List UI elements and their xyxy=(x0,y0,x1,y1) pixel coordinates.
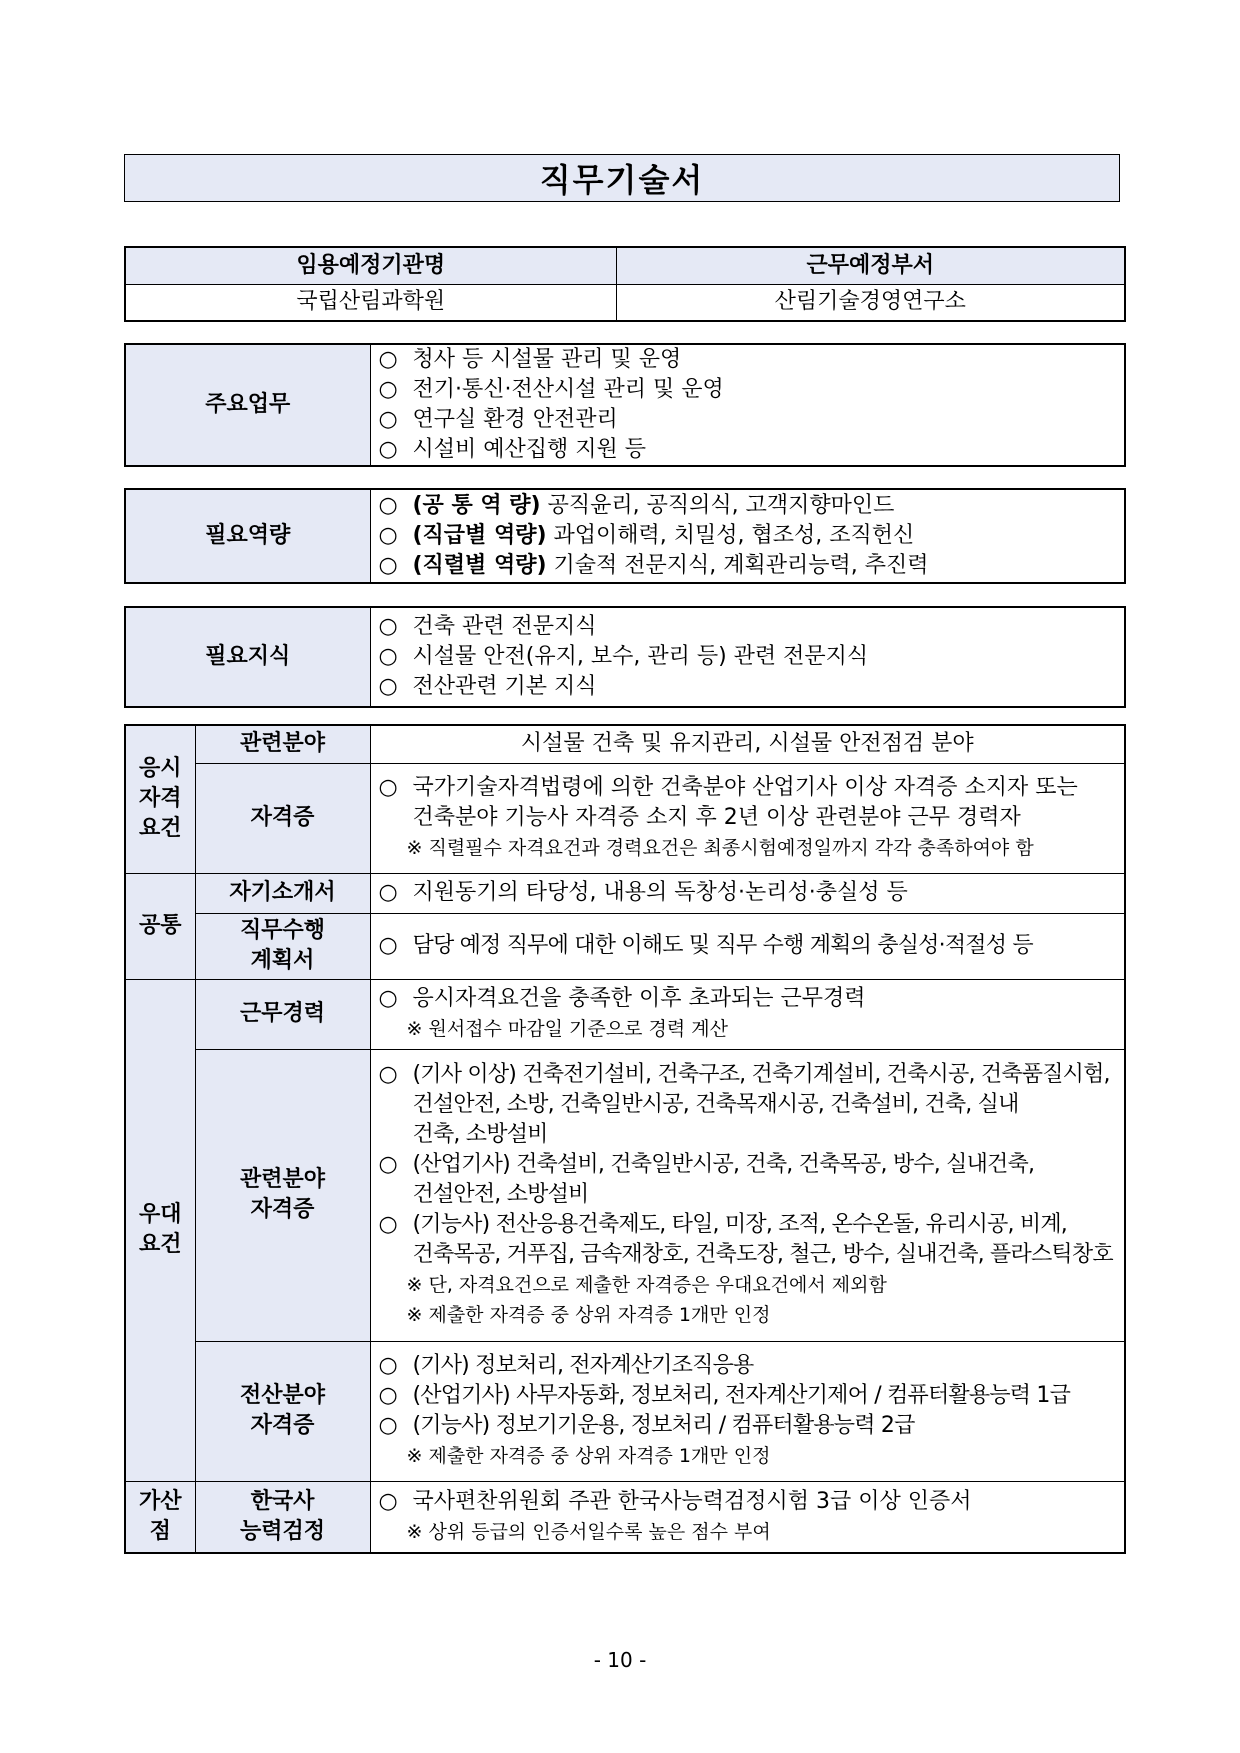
dept-value: 산림기술경영연구소 xyxy=(616,284,1125,321)
list-item: ○ (직급별 역량) 과업이해력, 치밀성, 협조성, 조직헌신 xyxy=(379,521,1117,551)
bullet-icon: ○ xyxy=(378,377,398,402)
list-item: ○ 연구실 환경 안전관리 xyxy=(379,405,1117,435)
bullet-icon: ○ xyxy=(378,523,398,548)
org-table xyxy=(124,246,1126,322)
knowledge-list xyxy=(370,607,1125,707)
list-item: ○ 시설물 안전(유지, 보수, 관리 등) 관련 전문지식 xyxy=(379,642,1117,672)
list-item: ○ (직렬별 역량) 기술적 전문지식, 계획관리능력, 추진력 xyxy=(379,551,1117,581)
bullet-icon: ○ xyxy=(378,614,398,639)
bullet-icon: ○ xyxy=(378,1383,397,1408)
list-item: ○ 건축 관련 전문지식 xyxy=(379,612,1117,642)
bullet-icon: ○ xyxy=(378,1413,397,1438)
korean-history-content: ○ 국사편찬위원회 주관 한국사능력검정시험 3급 이상 인증서 ※ 상위 등급의 인증서일수록 높은 점수 부여 xyxy=(370,1481,1125,1553)
it-cert-label: 전산분야 자격증 xyxy=(195,1341,370,1481)
list-item: ○ (산업기사) 사무자동화, 정보처리, 전자계산기제어 / 컴퓨터활용능력 1급 xyxy=(379,1381,1117,1411)
work-plan-content: ○ 담당 예정 직무에 대한 이해도 및 직무 수행 계획의 충실성·적절성 등 xyxy=(370,913,1125,979)
list-item: ○ 청사 등 시설물 관리 및 운영 xyxy=(379,345,1117,375)
list-item: ○ (기능사) 전산응용건축제도, 타일, 미장, 조적, 온수온돌, 유리시공, 비계, xyxy=(379,1210,1117,1240)
note-icon: ※ xyxy=(406,1274,423,1296)
list-item: 건축분야 기능사 자격증 소지 후 2년 이상 관련분야 근무 경력자 xyxy=(412,805,1021,830)
main-duties-table xyxy=(124,343,1126,467)
list-item: ○ 국가기술자격법령에 의한 건축분야 산업기사 이상 자격증 소지자 또는 xyxy=(379,773,1117,803)
main-duties-list xyxy=(370,344,1125,466)
bullet-icon: ○ xyxy=(378,1062,397,1087)
bullet-icon: ○ xyxy=(378,347,398,372)
page-number: - 10 - xyxy=(593,1648,647,1672)
related-field-label: 관련분야 xyxy=(195,725,370,763)
common-label: 공통 xyxy=(125,873,195,979)
self-intro-content: ○ 지원동기의 타당성, 내용의 독창성·논리성·충실성 등 xyxy=(370,873,1125,913)
competencies-table xyxy=(124,488,1126,584)
list-item: ○ 전기·통신·전산시설 관리 및 운영 xyxy=(379,375,1117,405)
note-text: ※ 원서접수 마감일 기준으로 경력 계산 xyxy=(406,1018,728,1040)
related-field-value: 시설물 건축 및 유지관리, 시설물 안전점검 분야 xyxy=(370,725,1125,763)
note-icon: ※ xyxy=(406,1018,423,1040)
note-text: ※ 제출한 자격증 중 상위 자격증 1개만 인정 xyxy=(406,1445,771,1467)
list-item: ○ 전산관련 기본 지식 xyxy=(379,672,1117,702)
knowledge-label: 필요지식 xyxy=(125,607,370,707)
career-content: ○ 응시자격요건을 충족한 이후 초과되는 근무경력 ※ 원서접수 마감일 기준으로 경력 계산 xyxy=(370,979,1125,1049)
work-plan-label: 직무수행 계획서 xyxy=(195,913,370,979)
certificate-label: 자격증 xyxy=(195,763,370,873)
bullet-icon: ○ xyxy=(378,1152,397,1177)
bullet-icon: ○ xyxy=(378,933,397,958)
knowledge-table xyxy=(124,606,1126,708)
bullet-icon: ○ xyxy=(378,644,398,669)
note-text: ※ 상위 등급의 인증서일수록 높은 점수 부여 xyxy=(406,1520,771,1543)
bullet-icon: ○ xyxy=(378,775,398,800)
bullet-icon: ○ xyxy=(378,1488,398,1514)
list-item: ○ (기사 이상) 건축전기설비, 건축구조, 건축기계설비, 건축시공, 건축품질시험, xyxy=(379,1060,1117,1090)
it-cert-content xyxy=(370,1341,1125,1481)
self-intro-label: 자기소개서 xyxy=(195,873,370,913)
korean-history-label: 한국사 능력검정 xyxy=(195,1481,370,1553)
bullet-icon: ○ xyxy=(378,553,398,578)
bullet-icon: ○ xyxy=(378,1353,397,1378)
certificate-content xyxy=(370,763,1125,873)
note-text: ※ 직렬필수 자격요건과 경력요건은 최종시험예정일까지 각각 충족하여야 함 xyxy=(406,837,1034,859)
note-icon: ※ xyxy=(406,837,423,859)
dept-header: 근무예정부서 xyxy=(616,247,1125,284)
bullet-icon: ○ xyxy=(378,437,398,462)
main-duties-label: 주요업무 xyxy=(125,344,370,466)
note-icon: ※ xyxy=(406,1304,423,1326)
bonus-label: 가산 점 xyxy=(125,1481,195,1553)
page-title: 직무기술서 xyxy=(124,154,1120,202)
related-cert-label: 관련분야 자격증 xyxy=(195,1049,370,1341)
note-text: ※ 제출한 자격증 중 상위 자격증 1개만 인정 xyxy=(406,1304,771,1326)
list-item: ○ (산업기사) 건축설비, 건축일반시공, 건축, 건축목공, 방수, 실내건축, xyxy=(379,1150,1117,1180)
org-name-header: 임용예정기관명 xyxy=(125,247,616,284)
note-text: ※ 단, 자격요건으로 제출한 자격증은 우대요건에서 제외함 xyxy=(406,1274,887,1296)
related-cert-content: ○ (기사 이상) 건축전기설비, 건축구조, 건축기계설비, 건축시공, 건축품질시험, 건설안전, 소방, 건축일반시공, 건축목재시공, 건축설비, 건축, 실내 건축, 소방설비 ○ (산업기사) 건축설비, 건축일반시공, 건축, 건축목공, 방수, 실내건축, 건설안전, 소방설비 ○ (기능사) 전산응용건축제도, 타일, 미장, 조적, 온수온돌, 유리시공, 비계, 건축목공, 거푸집, 금속재창호, 건축도장, 철근, 방수, 실내건축, 플라스틱창호 ※ 단, 자격요건으로 제출한 자격증은 우대요건에서 제외함 ※ 제출한 자격증 중 상위 자격증 1개만 인정 xyxy=(370,1049,1125,1341)
list-item: ○ (기능사) 정보기기운용, 정보처리 / 컴퓨터활용능력 2급 xyxy=(379,1411,1117,1441)
list-item: ○ (공 통 역 량) 공직윤리, 공직의식, 고객지향마인드 xyxy=(379,491,1117,521)
requirements-table xyxy=(124,724,1126,1554)
note-icon: ※ xyxy=(406,1445,423,1467)
career-label: 근무경력 xyxy=(195,979,370,1049)
competencies-label: 필요역량 xyxy=(125,489,370,583)
eligibility-label: 응시 자격 요건 xyxy=(125,725,195,873)
bullet-icon: ○ xyxy=(378,407,398,432)
preferred-label: 우대 요건 xyxy=(125,979,195,1481)
bullet-icon: ○ xyxy=(378,1212,397,1237)
note-icon: ※ xyxy=(406,1520,423,1543)
org-name-value: 국립산림과학원 xyxy=(125,284,616,321)
bullet-icon: ○ xyxy=(378,880,398,905)
bullet-icon: ○ xyxy=(378,674,398,699)
list-item: ○ (기사) 정보처리, 전자계산기조직응용 xyxy=(379,1351,1117,1381)
competencies-list xyxy=(370,489,1125,583)
bullet-icon: ○ xyxy=(378,986,398,1011)
bullet-icon: ○ xyxy=(378,493,398,518)
list-item: ○ 시설비 예산집행 지원 등 xyxy=(379,435,1117,465)
